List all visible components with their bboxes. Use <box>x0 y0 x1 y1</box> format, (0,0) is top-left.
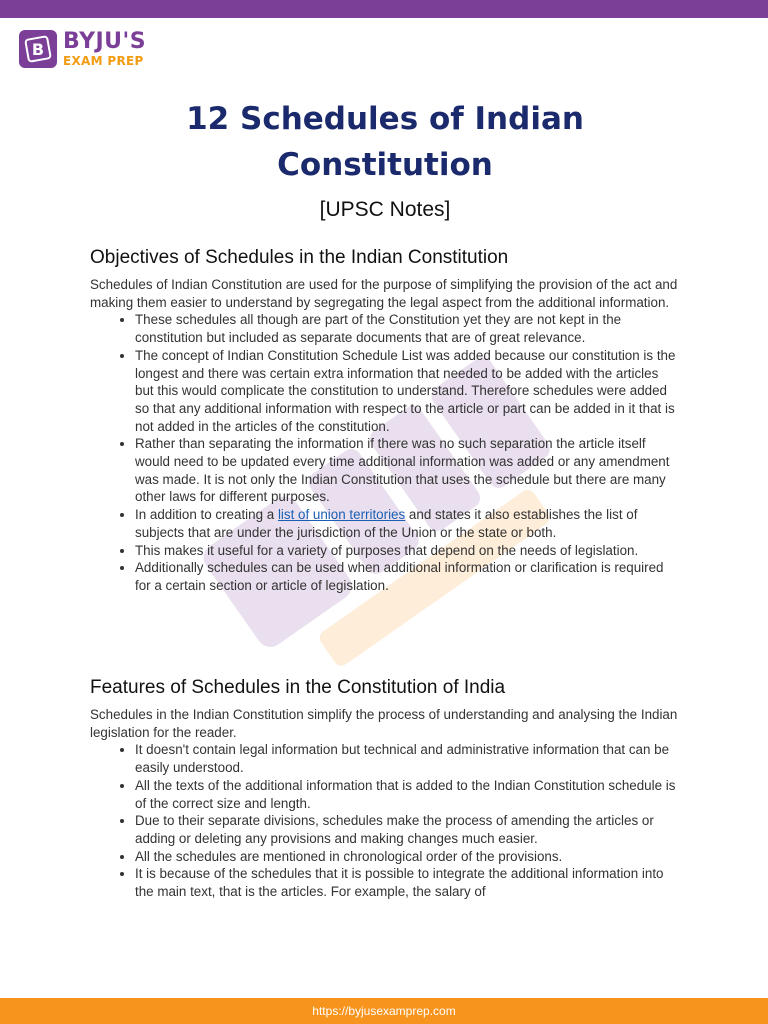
byjus-logo <box>19 30 146 68</box>
list-item: • All the texts of the additional information that is added to the Indian Constitution schedule is of the correct size and length. <box>135 777 680 812</box>
list-item <box>135 506 680 541</box>
list-item: • This makes it useful for a variety of purposes that depend on the needs of legislation. <box>135 542 680 560</box>
section-heading: Objectives of Schedules in the Indian Constitution <box>90 247 509 268</box>
list-item: • It doesn't contain legal information but technical and administrative information that can be easily understood. <box>135 741 680 776</box>
logo-letter: B <box>31 40 45 59</box>
logo-mark-icon <box>19 30 57 68</box>
list-item: • These schedules all though are part of the Constitution yet they are not kept in the constitution but included as separate documents that are of great relevance. <box>135 311 680 346</box>
section-features <box>90 676 680 901</box>
list-item: • Additionally schedules can be used when additional information or clarification is required for a certain section or article of legislation. <box>135 559 680 594</box>
logo-tagline: EXAM PREP <box>63 54 144 68</box>
section-intro: Schedules of Indian Constitution are used for the purpose of simplifying the provision of the act and making them easier to understand by segregating the legal aspect from the additional information. <box>90 277 678 310</box>
list-item: • Due to their separate divisions, schedules make the process of amending the articles or adding or deleting any provisions and making changes much easier. <box>135 812 680 847</box>
section-intro: Schedules in the Indian Constitution simplify the process of understanding and analysing the Indian legislation for the reader. <box>90 707 678 740</box>
list-item: • Rather than separating the information if there was no such separation the article itself would need to be updated every time additional information was added or any amendment was made. It is not only the Indian Constitution that uses the schedule but there are many other laws for different purposes. <box>135 435 680 506</box>
bullet-list <box>90 311 680 594</box>
logo-brand-name: BYJU'S <box>63 29 147 54</box>
page-subtitle: [UPSC Notes] <box>319 198 451 221</box>
union-territories-link[interactable]: list of union territories <box>277 507 406 523</box>
footer-url-link[interactable]: https://byjusexamprep.com <box>312 1004 456 1018</box>
list-item: • It is because of the schedules that it is possible to integrate the additional information into the main text, that is the articles. For example, the salary of <box>135 865 680 900</box>
bullet-list <box>90 741 680 900</box>
list-item: • The concept of Indian Constitution Schedule List was added because our constitution is the longest and there was certain extra information that needed to be added with the articles but this would complicate the constitution to understand. Therefore schedules were added so that any additional information with respect to the article or part can be added in it that is not added in the articles of the constitution. <box>135 347 680 436</box>
list-item-text: In addition to creating a <box>135 507 278 523</box>
section-objectives <box>90 246 680 595</box>
top-color-bar <box>0 0 768 18</box>
footer-bar <box>0 998 768 1024</box>
page-title: 12 Schedules of Indian Constitution <box>186 101 584 183</box>
section-heading: Features of Schedules in the Constitution of India <box>90 677 506 698</box>
list-item: • All the schedules are mentioned in chronological order of the provisions. <box>135 848 680 866</box>
list-item-text: and states it also establishes the list of subjects that are under the jurisdiction of the Union or the state or both. <box>135 507 638 540</box>
